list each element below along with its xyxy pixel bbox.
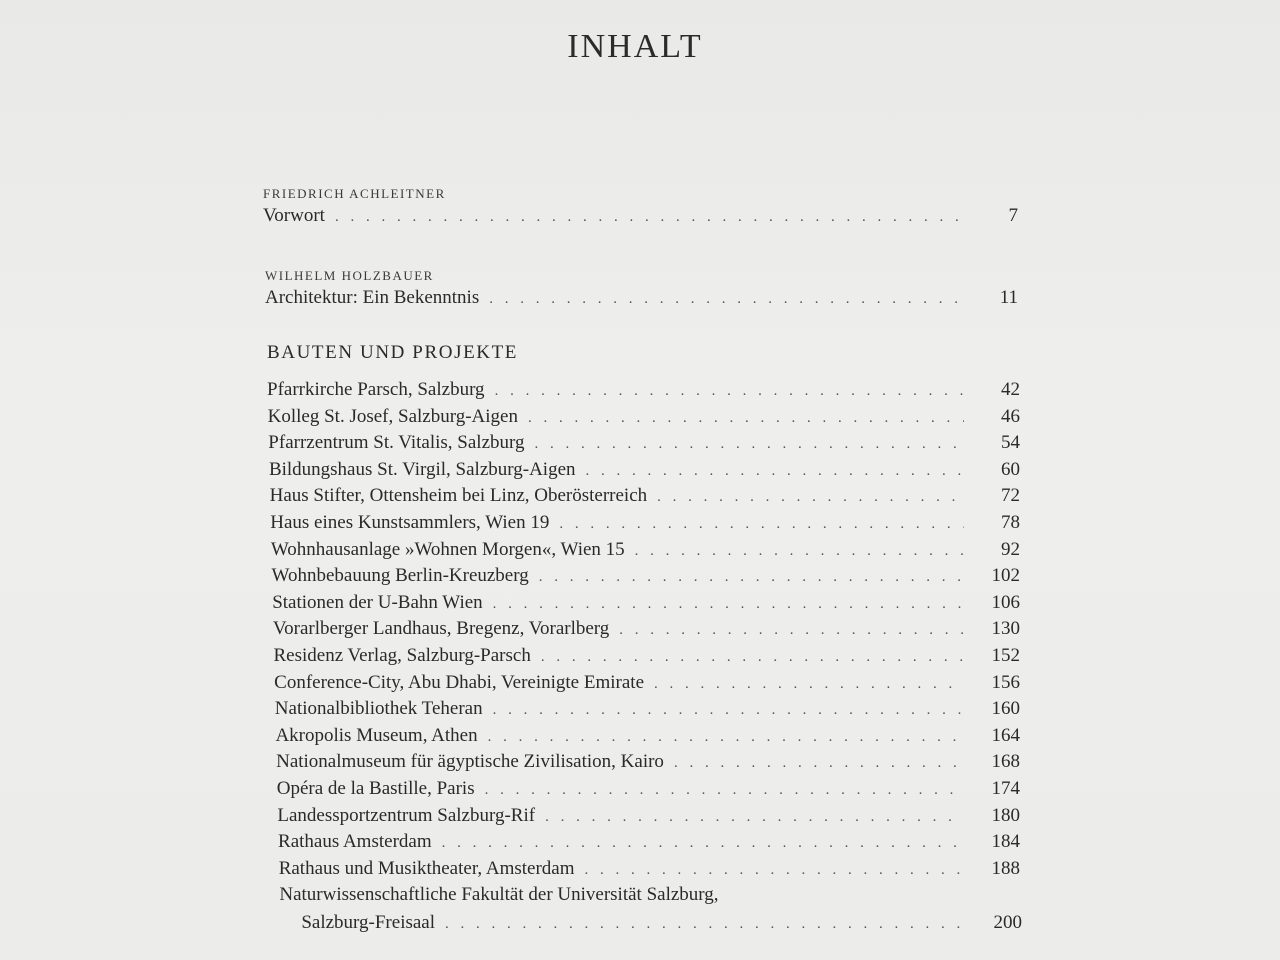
entry-title: Nationalbibliothek Teheran <box>274 698 483 720</box>
toc-entry[interactable] <box>278 830 1020 855</box>
dot-leader <box>674 751 964 775</box>
dot-leader <box>489 287 962 311</box>
author-name: WILHELM HOLZBAUER <box>265 268 434 283</box>
dot-leader <box>585 858 964 882</box>
toc-entry[interactable] <box>273 617 1020 642</box>
entry-title: Architektur: Ein Bekenntnis <box>265 287 480 308</box>
dot-leader <box>528 406 964 430</box>
entry-page: 156 <box>991 671 1020 693</box>
entry-title: Vorarlberger Landhaus, Bregenz, Vorarlberg <box>272 618 610 640</box>
toc-entry-continuation[interactable] <box>301 911 1022 936</box>
entry-page: 102 <box>991 565 1020 587</box>
toc-entry[interactable] <box>274 671 1020 696</box>
dot-leader <box>493 698 964 722</box>
entry-page: 54 <box>1000 432 1020 454</box>
dot-leader <box>493 592 964 616</box>
dot-leader <box>657 485 964 509</box>
entry-title: Opéra de la Bastille, Paris <box>276 778 475 799</box>
dot-leader <box>619 618 964 642</box>
entry-page: 200 <box>993 912 1022 934</box>
entry-title: Landessportzentrum Salzburg-Rif <box>277 804 536 826</box>
toc-entry[interactable] <box>265 286 1018 311</box>
toc-entry[interactable] <box>268 431 1020 456</box>
dot-leader <box>539 565 964 589</box>
entry-title: Kolleg St. Josef, Salzburg-Aigen <box>267 405 518 427</box>
toc-entry[interactable] <box>270 484 1020 509</box>
toc-entry[interactable] <box>267 378 1020 403</box>
entry-title: Vorwort <box>263 205 325 226</box>
dot-leader <box>495 379 964 403</box>
entry-page: 92 <box>1000 538 1020 560</box>
dot-leader <box>442 831 964 855</box>
entry-page: 78 <box>1001 512 1020 533</box>
toc-entry[interactable] <box>268 405 1020 430</box>
entry-page: 188 <box>991 857 1020 879</box>
entry-page: 60 <box>1000 458 1020 480</box>
entry-page: 174 <box>991 778 1020 799</box>
entry-title: Haus eines Kunstsammlers, Wien 19 <box>270 512 550 533</box>
toc-entry[interactable] <box>277 777 1020 802</box>
toc-entry[interactable] <box>277 804 1020 829</box>
toc-entry[interactable] <box>279 883 1018 907</box>
toc-entry[interactable] <box>274 644 1021 669</box>
entry-title: Wohnbebauung Berlin-Kreuzberg <box>271 565 529 587</box>
dot-leader <box>488 725 964 749</box>
toc-entry[interactable] <box>275 724 1020 749</box>
entry-title: Naturwissenschaftliche Fakultät der Universität Salzburg, <box>279 884 719 906</box>
toc-entry[interactable] <box>272 591 1020 616</box>
dot-leader <box>586 459 964 483</box>
entry-page: 130 <box>991 618 1020 640</box>
entry-page: 168 <box>991 751 1020 773</box>
entry-title: Rathaus und Musiktheater, Amsterdam <box>278 857 575 879</box>
toc-entry[interactable] <box>269 458 1020 483</box>
toc-entry[interactable] <box>272 564 1020 589</box>
toc-entry[interactable] <box>263 204 1018 229</box>
entry-page: 164 <box>991 724 1020 746</box>
toc-entry[interactable] <box>270 511 1020 536</box>
entry-title: Conference-City, Abu Dhabi, Vereinigte Emirate <box>274 671 645 693</box>
entry-page: 180 <box>991 804 1020 826</box>
entry-title: Residenz Verlag, Salzburg-Parsch <box>273 645 531 666</box>
dot-leader <box>445 912 966 936</box>
dot-leader <box>535 432 964 456</box>
section-heading: BAUTEN UND PROJEKTE <box>267 342 519 363</box>
dot-leader <box>335 205 962 229</box>
entry-title: Stationen der U-Bahn Wien <box>272 591 483 613</box>
entry-page: 72 <box>1000 485 1020 507</box>
entry-page: 46 <box>1000 405 1020 427</box>
entry-page: 152 <box>991 645 1020 666</box>
page-title: INHALT <box>567 28 703 65</box>
toc-entry[interactable] <box>275 697 1020 722</box>
entry-title: Haus Stifter, Ottensheim bei Linz, Oberösterreich <box>269 485 648 507</box>
entry-title: Wohnhausanlage »Wohnen Morgen«, Wien 15 <box>270 538 625 560</box>
entry-title: Nationalmuseum für ägyptische Zivilisation, Kairo <box>276 751 664 773</box>
entry-page: 11 <box>999 287 1018 308</box>
entry-title-line2: Salzburg-Freisaal <box>301 912 436 934</box>
entry-page: 7 <box>1008 205 1018 226</box>
entry-page: 160 <box>991 698 1020 720</box>
dot-leader <box>654 672 964 696</box>
dot-leader <box>545 805 964 829</box>
entry-title: Pfarrzentrum St. Vitalis, Salzburg <box>268 432 525 454</box>
entry-title: Pfarrkirche Parsch, Salzburg <box>267 379 485 400</box>
entry-page: 106 <box>991 591 1020 613</box>
dot-leader <box>541 645 964 669</box>
entry-page: 184 <box>991 831 1020 853</box>
entry-title: Bildungshaus St. Virgil, Salzburg-Aigen <box>268 458 576 480</box>
dot-leader <box>635 539 964 563</box>
entry-page: 42 <box>1001 379 1020 400</box>
dot-leader <box>485 778 964 802</box>
entry-title: Rathaus Amsterdam <box>278 831 432 853</box>
toc-entry[interactable] <box>271 538 1020 563</box>
dot-leader <box>559 512 964 536</box>
author-name: FRIEDRICH ACHLEITNER <box>263 186 446 201</box>
toc-entry[interactable] <box>276 750 1020 775</box>
entry-title: Akropolis Museum, Athen <box>275 724 478 746</box>
toc-entry[interactable] <box>279 857 1020 882</box>
